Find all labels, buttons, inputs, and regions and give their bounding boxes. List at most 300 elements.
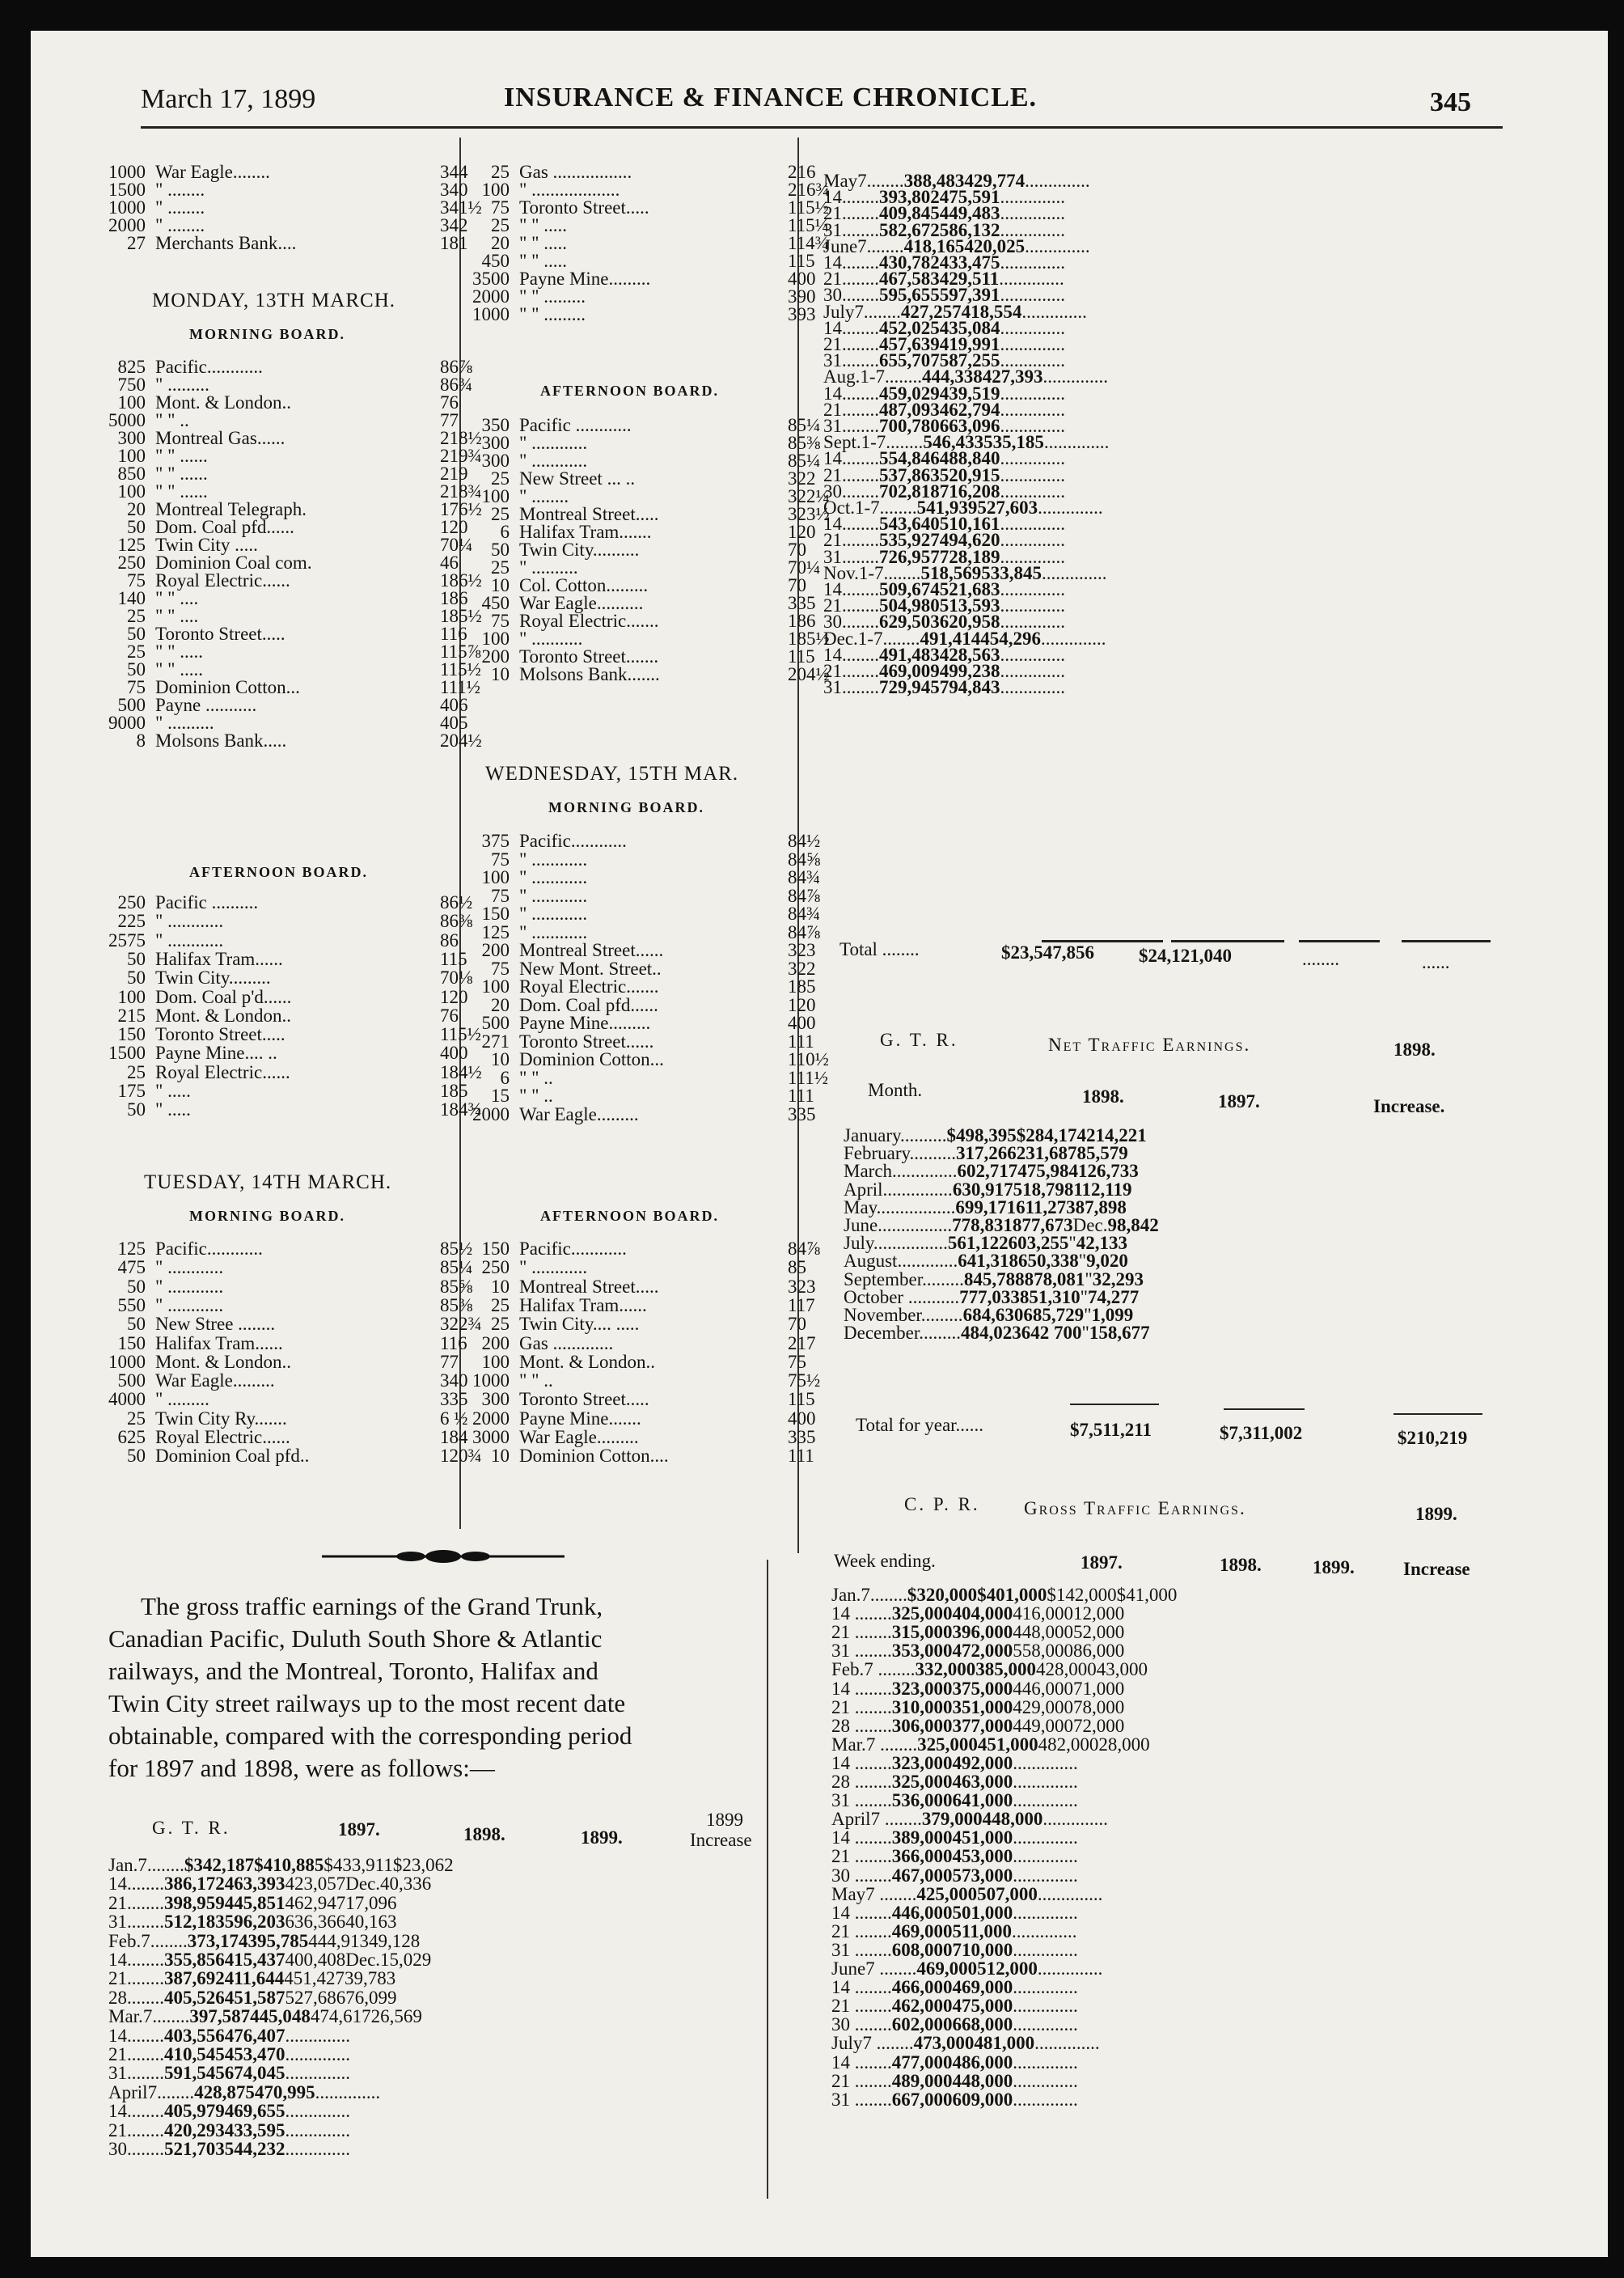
value-1898: 451,000 bbox=[977, 1734, 1038, 1755]
net-earnings-row bbox=[844, 1216, 1491, 1234]
earnings-row bbox=[823, 399, 1551, 420]
value-1897: 469,009 bbox=[879, 661, 940, 681]
increase: ...... bbox=[1037, 481, 1065, 502]
earnings-row bbox=[823, 366, 1551, 387]
value-1898: 481,000 bbox=[974, 2033, 1035, 2054]
net-earnings-row bbox=[844, 1233, 1491, 1254]
value-1898: 429,511 bbox=[939, 269, 1000, 290]
share-quantity: 9000 bbox=[108, 713, 146, 733]
increase: Dec.40,336 bbox=[345, 1874, 432, 1895]
share-quantity: 75 bbox=[127, 677, 146, 697]
gtr-col-1899: 1899. bbox=[581, 1827, 623, 1848]
net-1898: 484,023 bbox=[960, 1323, 1021, 1344]
earnings-row bbox=[823, 464, 1551, 485]
day: 30 ........ bbox=[831, 1865, 892, 1886]
intro-paragraph bbox=[108, 1590, 747, 1785]
gtr-net-label: G. T. R. bbox=[880, 1030, 958, 1050]
stock-price: 335 bbox=[440, 1389, 468, 1410]
net-1898: 845,788 bbox=[963, 1268, 1025, 1289]
stock-name: " ............ bbox=[519, 921, 588, 942]
stock-row bbox=[472, 977, 869, 996]
value-1898: 586,132 bbox=[939, 219, 1000, 240]
stock-name: Dominion Cotton... bbox=[155, 677, 300, 697]
stock-row bbox=[472, 850, 869, 869]
stock-row bbox=[108, 950, 521, 968]
stock-price: 84⅞ bbox=[788, 885, 821, 906]
stock-name: Halifax Tram...... bbox=[155, 1332, 283, 1353]
stock-name: " ............ bbox=[155, 1276, 224, 1297]
share-quantity: 2000 bbox=[472, 286, 510, 307]
value-1899: ........ bbox=[1025, 171, 1063, 191]
value-1899: ........ bbox=[1013, 1846, 1051, 1867]
stock-price: 322 bbox=[788, 468, 816, 489]
value-1899: ........ bbox=[1037, 1958, 1075, 1979]
stock-name: Royal Electric....... bbox=[519, 611, 659, 631]
stock-row bbox=[108, 642, 521, 660]
share-quantity: 2000 bbox=[108, 215, 146, 235]
value-1898: 404,000 bbox=[952, 1603, 1013, 1624]
value-1897: 591,545 bbox=[164, 2063, 225, 2084]
gtr-net-total-label: Total for year...... bbox=[856, 1415, 984, 1435]
value-1899: 451,427 bbox=[284, 1968, 345, 1989]
earnings-row bbox=[823, 252, 1551, 273]
share-quantity: 50 bbox=[127, 624, 146, 644]
stock-price: 322¼ bbox=[788, 486, 830, 506]
share-quantity: 20 bbox=[127, 499, 146, 519]
earnings-row bbox=[108, 1856, 836, 1874]
stock-price: 70⅛ bbox=[440, 968, 473, 989]
value-1898: 492,000 bbox=[952, 1752, 1013, 1773]
earnings-row bbox=[831, 2072, 1559, 2090]
value-1898: 521,683 bbox=[939, 579, 1000, 599]
net-earnings-row bbox=[844, 1288, 1491, 1306]
paragraph-line: Canadian Pacific, Duluth South Shore & Atlantic bbox=[108, 1624, 603, 1653]
value-1899: ........ bbox=[1013, 1996, 1051, 2017]
increase: 72,000 bbox=[1073, 1715, 1125, 1736]
share-quantity: 100 bbox=[481, 1351, 510, 1372]
value-1897: 543,640 bbox=[879, 514, 940, 535]
share-quantity: 2000 bbox=[472, 1103, 510, 1124]
value-1899: 416,000 bbox=[1013, 1603, 1073, 1624]
value-1898: 395,785 bbox=[247, 1930, 309, 1951]
earnings-row bbox=[831, 1922, 1559, 1941]
stock-row bbox=[108, 1100, 521, 1119]
value-1899: ........ bbox=[315, 2081, 353, 2102]
stock-row bbox=[108, 1277, 521, 1296]
stock-row bbox=[108, 216, 521, 234]
stock-name: Royal Electric...... bbox=[155, 1427, 290, 1447]
stock-row bbox=[108, 912, 521, 930]
value-1899: ........ bbox=[1013, 1772, 1051, 1792]
earnings-row bbox=[823, 514, 1551, 535]
value-1898: 435,084 bbox=[939, 317, 1000, 338]
month: Aug. bbox=[823, 366, 861, 387]
stock-price: 115 bbox=[788, 646, 815, 667]
month-name: January.......... bbox=[844, 1125, 947, 1145]
increase: 26,569 bbox=[370, 2006, 422, 2027]
stock-price: 185½ bbox=[788, 629, 830, 649]
increase: ...... bbox=[1080, 366, 1109, 387]
share-quantity: 25 bbox=[491, 1314, 510, 1335]
month: Mar. bbox=[831, 1734, 866, 1755]
stock-row bbox=[472, 1069, 869, 1087]
stock-name: Mont. & London.. bbox=[519, 1351, 656, 1372]
stock-name: " " ..... bbox=[155, 659, 204, 680]
value-1899: ........ bbox=[1013, 1752, 1051, 1773]
increase: ...... bbox=[1048, 1920, 1077, 1941]
stock-row bbox=[472, 1315, 869, 1333]
increase: 49,128 bbox=[369, 1930, 421, 1951]
value-1898: 433,595 bbox=[224, 2119, 285, 2140]
stock-row bbox=[108, 482, 521, 500]
stock-name: Toronto Street....... bbox=[519, 646, 659, 667]
stock-name: Toronto Street...... bbox=[519, 1031, 654, 1052]
earnings-row bbox=[823, 612, 1551, 633]
stock-row bbox=[472, 505, 869, 523]
value-1898: 470,995 bbox=[254, 2081, 315, 2102]
stock-price: 117 bbox=[788, 1294, 815, 1315]
share-quantity: 6 bbox=[500, 1067, 510, 1088]
net-earnings-row bbox=[844, 1306, 1491, 1323]
stock-name: " " ......... bbox=[519, 304, 586, 324]
stock-price: 120 bbox=[440, 517, 468, 537]
stock-row bbox=[472, 523, 869, 540]
value-1897: 536,000 bbox=[891, 1790, 953, 1811]
day: 7........ bbox=[854, 301, 901, 322]
stock-name: Pacific ............ bbox=[519, 415, 632, 435]
stock-name: Montreal Street...... bbox=[519, 940, 664, 960]
stock-name: War Eagle......... bbox=[519, 1427, 639, 1447]
share-quantity: 50 bbox=[127, 968, 146, 989]
stock-price: 323 bbox=[788, 1276, 816, 1297]
day: 21........ bbox=[823, 464, 879, 485]
stock-price: 111½ bbox=[440, 677, 481, 697]
value-1898: 794,843 bbox=[939, 677, 1000, 698]
value-1899: ........ bbox=[1013, 1790, 1051, 1811]
value-1898: 499,238 bbox=[939, 661, 1000, 681]
increase: 86,000 bbox=[1073, 1641, 1125, 1662]
value-1899: 400,408 bbox=[285, 1950, 346, 1970]
value-1899: $142,000 bbox=[1047, 1585, 1117, 1605]
share-quantity: 6 bbox=[500, 522, 510, 542]
stock-price: 335 bbox=[788, 1427, 816, 1447]
stock-row bbox=[108, 968, 521, 987]
value-1899: ........ bbox=[999, 269, 1037, 290]
value-1898: 453,000 bbox=[952, 1846, 1013, 1867]
increase: 39,783 bbox=[344, 1968, 396, 1989]
net-1898: 641,318 bbox=[958, 1251, 1018, 1272]
stock-row bbox=[108, 518, 521, 536]
value-1898: 420,025 bbox=[964, 235, 1026, 256]
stock-price: 390 bbox=[788, 286, 816, 307]
value-1897: 602,000 bbox=[891, 2014, 953, 2035]
share-quantity: 450 bbox=[481, 593, 510, 613]
stock-price: 85½ bbox=[440, 1239, 473, 1259]
value-1898: 419,991 bbox=[939, 334, 1000, 354]
stock-row bbox=[108, 500, 521, 518]
earnings-row bbox=[831, 1698, 1559, 1717]
gtr-net-total-inc: $210,219 bbox=[1398, 1428, 1468, 1448]
stock-name: " ............ bbox=[519, 904, 588, 924]
earnings-row bbox=[823, 203, 1551, 224]
day: 30 ........ bbox=[831, 2014, 892, 2035]
share-quantity: 20 bbox=[491, 994, 510, 1015]
day: 7........ bbox=[141, 1930, 188, 1951]
month: Jan. bbox=[831, 1585, 861, 1605]
stock-name: Pacific............ bbox=[155, 1239, 263, 1259]
stock-row bbox=[472, 252, 869, 269]
value-1897: 446,000 bbox=[891, 1902, 953, 1923]
stock-name: " ..... bbox=[155, 1081, 191, 1101]
stock-row bbox=[108, 411, 521, 429]
value-1897: 466,000 bbox=[891, 1977, 953, 1998]
share-quantity: 100 bbox=[481, 976, 510, 997]
value-1897: 332,000 bbox=[915, 1659, 976, 1680]
stock-name: Col. Cotton......... bbox=[519, 575, 649, 595]
stock-name: Payne ........... bbox=[155, 695, 257, 715]
value-1897: 541,939 bbox=[916, 498, 978, 518]
value-1897: 537,863 bbox=[879, 464, 940, 485]
stock-row bbox=[472, 416, 869, 434]
value-1899: ........ bbox=[1038, 498, 1076, 518]
increase: ...... bbox=[1050, 1865, 1078, 1886]
value-1898: 411,644 bbox=[224, 1968, 285, 1989]
share-quantity: 150 bbox=[117, 1332, 146, 1353]
value-1897: 702,818 bbox=[879, 481, 940, 502]
stock-row bbox=[472, 887, 869, 905]
stock-name: Payne Mine.... .. bbox=[155, 1043, 277, 1064]
stock-price: 116 bbox=[440, 1332, 467, 1353]
stock-row bbox=[108, 893, 521, 912]
cpr-col-1899: 1899. bbox=[1313, 1557, 1355, 1577]
value-1898: 620,958 bbox=[939, 612, 1000, 633]
earnings-row bbox=[108, 1932, 836, 1950]
net-1898: 317,266 bbox=[956, 1143, 1017, 1164]
day: 1-7........ bbox=[858, 562, 921, 583]
value-1897: 467,000 bbox=[891, 1865, 953, 1886]
stock-row bbox=[472, 1428, 869, 1446]
stock-price: 84¾ bbox=[788, 867, 821, 887]
stock-name: Payne Mine....... bbox=[519, 1408, 641, 1429]
stock-price: 400 bbox=[788, 269, 816, 289]
value-1898: 533,845 bbox=[981, 562, 1042, 583]
increase: $41,000 bbox=[1116, 1585, 1178, 1605]
net-earnings-row bbox=[844, 1161, 1491, 1182]
earnings-row bbox=[823, 383, 1551, 404]
earnings-row bbox=[831, 1996, 1559, 2015]
month-name: December......... bbox=[844, 1323, 961, 1344]
stock-name: " ............ bbox=[519, 849, 588, 870]
value-1899: ........ bbox=[1013, 1902, 1051, 1923]
stock-row bbox=[472, 1296, 869, 1315]
share-quantity: 215 bbox=[117, 1005, 146, 1026]
month: July bbox=[831, 2033, 863, 2054]
value-1898: 596,203 bbox=[224, 1912, 285, 1933]
stock-price: 6 ½ bbox=[440, 1408, 468, 1429]
stock-name: Toronto Street..... bbox=[155, 624, 285, 644]
stock-price: 85⅜ bbox=[788, 433, 821, 453]
stock-price: 75½ bbox=[788, 1370, 821, 1391]
share-quantity: 50 bbox=[127, 659, 146, 680]
earnings-row bbox=[108, 1912, 836, 1931]
value-1899: 444,913 bbox=[308, 1930, 369, 1951]
value-1897: 491,483 bbox=[879, 644, 940, 665]
stock-row bbox=[108, 988, 521, 1006]
stock-price: 70 bbox=[788, 1314, 806, 1335]
value-1897: $342,187 bbox=[184, 1855, 255, 1875]
stock-row bbox=[472, 558, 869, 576]
stock-price: 186½ bbox=[440, 570, 482, 591]
value-1898: 501,000 bbox=[952, 1902, 1013, 1923]
value-1898: 609,000 bbox=[952, 2089, 1013, 2110]
earnings-row bbox=[108, 2007, 836, 2026]
value-1897: 425,000 bbox=[916, 1883, 978, 1904]
earnings-row bbox=[108, 2102, 836, 2120]
increase: ...... bbox=[1037, 579, 1065, 599]
day: 31........ bbox=[823, 350, 879, 371]
value-1899: ........ bbox=[285, 2101, 323, 2122]
stock-price: 340 bbox=[440, 180, 468, 200]
value-1898: 475,000 bbox=[952, 1996, 1013, 2017]
increase: 40,163 bbox=[345, 1912, 397, 1933]
increase: ...... bbox=[322, 2063, 350, 2084]
share-quantity: 500 bbox=[481, 1013, 510, 1033]
day: 7 ........ bbox=[865, 1734, 918, 1755]
earnings-row bbox=[823, 562, 1551, 583]
stock-price: 111 bbox=[788, 1031, 814, 1052]
value-1898: 472,000 bbox=[952, 1641, 1013, 1662]
day: 14........ bbox=[823, 252, 879, 273]
stock-row bbox=[108, 536, 521, 553]
value-1897: 535,927 bbox=[879, 530, 940, 551]
stock-row bbox=[108, 1044, 521, 1062]
share-quantity: 250 bbox=[117, 892, 146, 912]
value-1897: 427,257 bbox=[900, 301, 962, 322]
share-quantity: 200 bbox=[481, 1332, 510, 1353]
net-1898: 684,630 bbox=[962, 1305, 1024, 1325]
stock-row bbox=[108, 464, 521, 482]
day: 21 ........ bbox=[831, 1996, 892, 2017]
month-name: July................ bbox=[844, 1233, 948, 1254]
value-1898: 469,000 bbox=[952, 1977, 1013, 1998]
paragraph-line: The gross traffic earnings of the Grand Trunk, bbox=[141, 1592, 603, 1620]
net-earnings-row bbox=[844, 1144, 1491, 1162]
share-quantity: 100 bbox=[117, 986, 146, 1007]
stock-name: " ............ bbox=[155, 1294, 224, 1315]
stock-row bbox=[108, 1390, 521, 1408]
stock-name: Dom. Coal pfd...... bbox=[155, 517, 294, 537]
share-quantity: 125 bbox=[481, 921, 510, 942]
stock-row bbox=[108, 447, 521, 464]
net-increase: 98,842 bbox=[1107, 1215, 1159, 1235]
share-quantity: 75 bbox=[491, 849, 510, 870]
value-1898: 448,000 bbox=[952, 2070, 1013, 2091]
value-1897: $320,000 bbox=[907, 1585, 978, 1605]
stock-name: " ............ bbox=[519, 867, 588, 887]
net-total-rule-1 bbox=[1070, 1404, 1159, 1405]
stock-name: " ............ bbox=[155, 1257, 224, 1278]
increase: 52,000 bbox=[1073, 1622, 1125, 1643]
day: 14........ bbox=[823, 187, 879, 208]
net-increase: 42,133 bbox=[1076, 1233, 1127, 1254]
value-1897: 582,672 bbox=[879, 219, 940, 240]
value-1898: 507,000 bbox=[977, 1883, 1038, 1904]
stock-name: Halifax Tram....... bbox=[519, 522, 652, 542]
share-quantity: 20 bbox=[491, 233, 510, 253]
day: 1-7........ bbox=[857, 628, 920, 649]
share-quantity: 300 bbox=[481, 433, 510, 453]
value-1899: ........ bbox=[285, 2025, 323, 2046]
earnings-row bbox=[831, 1754, 1559, 1772]
value-1899: ........ bbox=[1000, 644, 1038, 665]
value-1899: ........ bbox=[1000, 285, 1038, 306]
value-1897: 512,183 bbox=[164, 1912, 225, 1933]
stock-price: 86½ bbox=[440, 892, 473, 912]
increase: ...... bbox=[1074, 1883, 1103, 1904]
stock-price: 344 bbox=[440, 162, 468, 182]
increase: ...... bbox=[1037, 285, 1065, 306]
stock-name: Payne Mine......... bbox=[519, 269, 651, 289]
value-1897: 457,639 bbox=[879, 334, 940, 354]
value-1897: 469,000 bbox=[916, 1958, 978, 1979]
share-quantity: 250 bbox=[481, 1257, 510, 1278]
share-quantity: 50 bbox=[127, 1446, 146, 1467]
stock-name: New Stree ........ bbox=[155, 1314, 276, 1335]
stock-price: 76 bbox=[440, 1005, 459, 1026]
share-quantity: 550 bbox=[117, 1294, 146, 1315]
earnings-row bbox=[823, 661, 1551, 681]
day: 30........ bbox=[823, 481, 879, 502]
stock-price: 120 bbox=[440, 986, 468, 1007]
stock-price: 204½ bbox=[440, 730, 482, 751]
value-1897: 387,692 bbox=[164, 1968, 225, 1989]
net-increase: 85,579 bbox=[1076, 1143, 1128, 1164]
share-quantity: 1000 bbox=[472, 304, 510, 324]
earnings-row bbox=[831, 1586, 1559, 1604]
gtr-total-inc: ...... bbox=[1422, 952, 1450, 972]
share-quantity: 100 bbox=[117, 446, 146, 466]
value-1899: ........ bbox=[1000, 187, 1038, 208]
value-1898: 511,000 bbox=[952, 1920, 1012, 1941]
share-quantity: 150 bbox=[481, 904, 510, 924]
day: 14........ bbox=[823, 317, 879, 338]
dec-marker: " bbox=[1068, 1233, 1076, 1254]
stock-price: 405 bbox=[440, 713, 468, 733]
earnings-row bbox=[108, 2026, 836, 2045]
stock-name: " ............ bbox=[155, 929, 224, 951]
value-1898: 512,000 bbox=[977, 1958, 1038, 1979]
earnings-row bbox=[823, 498, 1551, 518]
earnings-row bbox=[823, 171, 1551, 191]
stock-row bbox=[472, 451, 869, 469]
share-quantity: 25 bbox=[491, 162, 510, 182]
share-quantity: 50 bbox=[491, 540, 510, 560]
net-1897: 603,255 bbox=[1008, 1233, 1069, 1254]
day: 7........ bbox=[857, 235, 904, 256]
stock-price: 84⅞ bbox=[788, 1239, 821, 1259]
share-quantity: 10 bbox=[491, 575, 510, 595]
stock-row bbox=[472, 198, 869, 216]
earnings-row bbox=[831, 1717, 1559, 1735]
value-1898: 716,208 bbox=[939, 481, 1000, 502]
earnings-row bbox=[108, 1969, 836, 1988]
cpr-label: C. P. R. bbox=[904, 1494, 980, 1514]
share-quantity: 25 bbox=[491, 1294, 510, 1315]
stock-price: 86⅞ bbox=[440, 357, 473, 377]
month-name: June................ bbox=[844, 1215, 953, 1235]
increase: ...... bbox=[1050, 2051, 1078, 2073]
net-earnings-row bbox=[844, 1251, 1491, 1272]
